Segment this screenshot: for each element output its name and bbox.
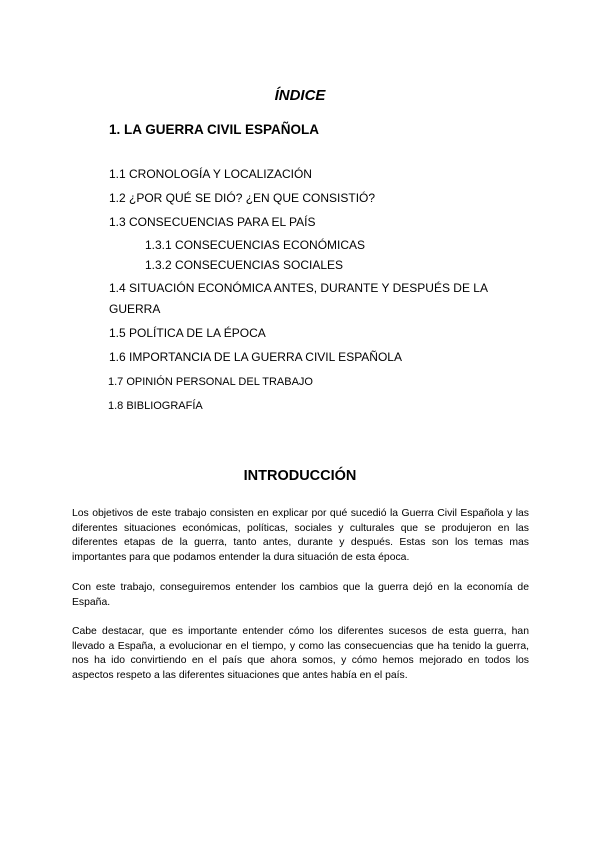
toc-item-1-6: 1.6 IMPORTANCIA DE LA GUERRA CIVIL ESPAÑOLA [109, 350, 402, 364]
toc-item-1-5: 1.5 POLÍTICA DE LA ÉPOCA [109, 326, 266, 340]
intro-paragraph-3: Cabe destacar, que es importante entender cómo los diferentes sucesos de esta guerra, han llevado a España, a evolucionar en el tiempo, y como las consecuencias que ha tenido la guerra, nos ha ido convirtiendo en el país que ahora somos, y cómo hemos mejorado en todos los aspectos respeto a las diferentes situaciones que antes había en el país. [72, 626, 529, 681]
toc-item-1-4: 1.4 SITUACIÓN ECONÓMICA ANTES, DURANTE Y DESPUÉS DE LA GUERRA [109, 281, 488, 316]
toc-item-1-8: 1.8 BIBLIOGRAFÍA [108, 400, 203, 412]
toc-item-1-3-1: 1.3.1 CONSECUENCIAS ECONÓMICAS [145, 238, 366, 252]
toc-item-1-3: 1.3 CONSECUENCIAS PARA EL PAÍS [109, 215, 316, 229]
index-title: ÍNDICE [274, 87, 326, 104]
intro-paragraph-2: Con este trabajo, conseguiremos entender los cambios que la guerra dejó en la economía de España. [72, 582, 529, 608]
intro-paragraph-1: Los objetivos de este trabajo consisten en explicar por qué sucedió la Guerra Civil Española y las diferentes situaciones económicas, políticas, sociales y culturales que se produjeron en las diferentes etapas de la guerra, tanto antes, durante y después. Estas son los temas mas importantes para que podamos entender la dura situación de esta época. [72, 508, 529, 563]
introduction-title: INTRODUCCIÓN [243, 468, 357, 484]
toc-item-1-2: 1.2 ¿POR QUÉ SE DIÓ? ¿EN QUE CONSISTIÓ? [109, 191, 376, 205]
toc-item-1-3-2: 1.3.2 CONSECUENCIAS SOCIALES [145, 258, 344, 272]
section-title: 1. LA GUERRA CIVIL ESPAÑOLA [109, 122, 320, 137]
toc-item-1-7: 1.7 OPINIÓN PERSONAL DEL TRABAJO [108, 376, 313, 388]
toc-item-1-1: 1.1 CRONOLOGÍA Y LOCALIZACIÓN [109, 167, 312, 181]
